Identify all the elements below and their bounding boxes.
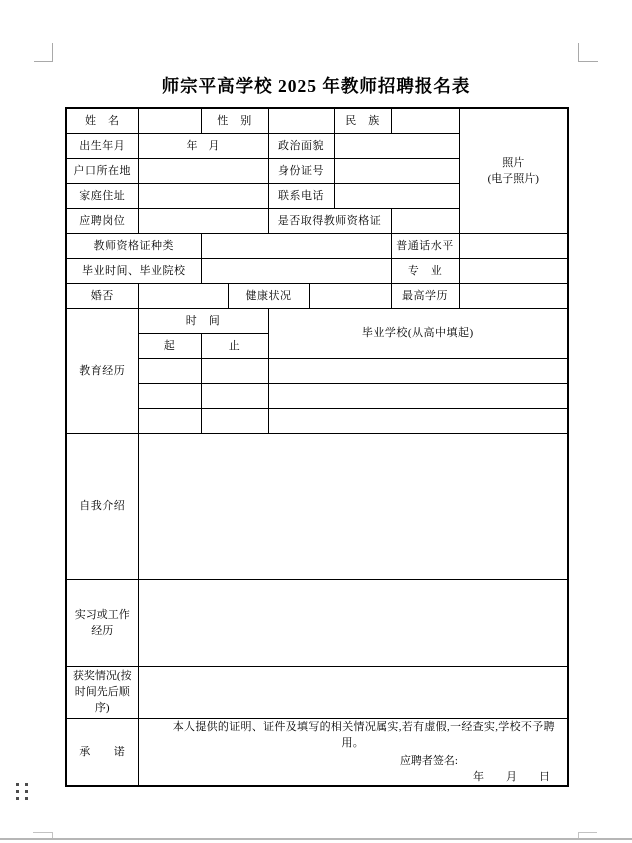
self-intro-content-cell[interactable] — [138, 433, 568, 579]
health-value-cell[interactable] — [309, 283, 391, 308]
name-value-cell[interactable] — [138, 108, 201, 133]
ethnicity-value-cell[interactable] — [391, 108, 459, 133]
id-number-value-cell[interactable] — [334, 158, 459, 183]
graduation-label: 毕业时间、毕业院校 — [66, 258, 201, 283]
pledge-signature-label: 应聘者签名: — [399, 754, 458, 767]
form-title: 师宗平高学校 2025 年教师招聘报名表 — [161, 76, 471, 96]
education-row2-to-cell[interactable] — [201, 383, 268, 408]
work-label-line1: 实习或工作 — [74, 608, 130, 621]
position-label: 应聘岗位 — [66, 208, 138, 233]
page-bottom-edge — [0, 838, 632, 840]
name-label: 姓 名 — [66, 108, 138, 133]
address-value-cell[interactable] — [138, 183, 268, 208]
crop-mark-bottom-left-h — [33, 832, 52, 833]
education-row3-from-cell[interactable] — [138, 408, 201, 433]
education-row1-school-cell[interactable] — [268, 358, 568, 383]
hukou-label: 户口所在地 — [66, 158, 138, 183]
graduation-value-cell[interactable] — [201, 258, 391, 283]
time-from-label: 起 — [138, 333, 201, 358]
photo-placeholder-cell[interactable] — [459, 108, 568, 233]
pledge-content-cell[interactable] — [138, 718, 568, 786]
hukou-value-cell[interactable] — [138, 158, 268, 183]
work-experience-label — [66, 579, 138, 666]
cert-question-label: 是否取得教师资格证 — [268, 208, 391, 233]
political-value-cell[interactable] — [334, 133, 459, 158]
position-value-cell[interactable] — [138, 208, 268, 233]
education-row1-to-cell[interactable] — [201, 358, 268, 383]
ethnicity-label: 民 族 — [334, 108, 391, 133]
work-experience-content-cell[interactable] — [138, 579, 568, 666]
gender-label: 性 别 — [201, 108, 268, 133]
major-value-cell[interactable] — [459, 258, 568, 283]
marital-value-cell[interactable] — [138, 283, 228, 308]
pledge-label: 承 诺 — [66, 718, 138, 786]
degree-label: 最高学历 — [391, 283, 459, 308]
political-label: 政治面貌 — [268, 133, 334, 158]
degree-value-cell[interactable] — [459, 283, 568, 308]
crop-mark-top-left-v — [52, 43, 53, 62]
mandarin-value-cell[interactable] — [459, 233, 568, 258]
education-row2-from-cell[interactable] — [138, 383, 201, 408]
photo-label-line1: 照片 — [502, 156, 525, 169]
time-to-label: 止 — [201, 333, 268, 358]
address-label: 家庭住址 — [66, 183, 138, 208]
self-intro-label: 自我介绍 — [66, 433, 138, 579]
major-label: 专 业 — [391, 258, 459, 283]
id-number-label: 身份证号 — [268, 158, 334, 183]
mandarin-label: 普通话水平 — [391, 233, 459, 258]
birth-value-cell[interactable]: 年 月 — [138, 133, 268, 158]
photo-label-line2: (电子照片) — [487, 172, 539, 185]
awards-label — [66, 666, 138, 718]
application-form-table — [65, 107, 569, 787]
phone-value-cell[interactable] — [334, 183, 459, 208]
awards-label-line2: 时间先后顺 — [74, 686, 130, 698]
cert-type-value-cell[interactable] — [201, 233, 391, 258]
awards-label-line1: 获奖情况(按 — [72, 670, 132, 682]
gender-value-cell[interactable] — [268, 108, 334, 133]
phone-label: 联系电话 — [268, 183, 334, 208]
work-label-line2: 经历 — [91, 624, 114, 637]
education-row3-school-cell[interactable] — [268, 408, 568, 433]
school-header-label: 毕业学校(从高中填起) — [268, 308, 568, 358]
awards-content-cell[interactable] — [138, 666, 568, 718]
birth-label: 出生年月 — [66, 133, 138, 158]
cert-question-value-cell[interactable] — [391, 208, 459, 233]
pledge-date-line: 年 月 日 — [473, 770, 550, 783]
crop-mark-top-right-h — [578, 61, 598, 62]
marital-label: 婚否 — [66, 283, 138, 308]
time-header-label: 时 间 — [138, 308, 268, 333]
education-row1-from-cell[interactable] — [138, 358, 201, 383]
health-label: 健康状况 — [228, 283, 309, 308]
crop-mark-top-right-v — [578, 43, 579, 62]
awards-label-line3: 序) — [94, 702, 110, 714]
education-section-label: 教育经历 — [66, 308, 138, 433]
education-row2-school-cell[interactable] — [268, 383, 568, 408]
crop-mark-bottom-right-h — [578, 832, 597, 833]
education-row3-to-cell[interactable] — [201, 408, 268, 433]
cert-type-label: 教师资格证种类 — [66, 233, 201, 258]
pledge-text: 本人提供的证明、证件及填写的相关情况属实,若有虚假,一经查实,学校不予聘用。 — [172, 720, 555, 749]
crop-mark-top-left-h — [34, 61, 53, 62]
